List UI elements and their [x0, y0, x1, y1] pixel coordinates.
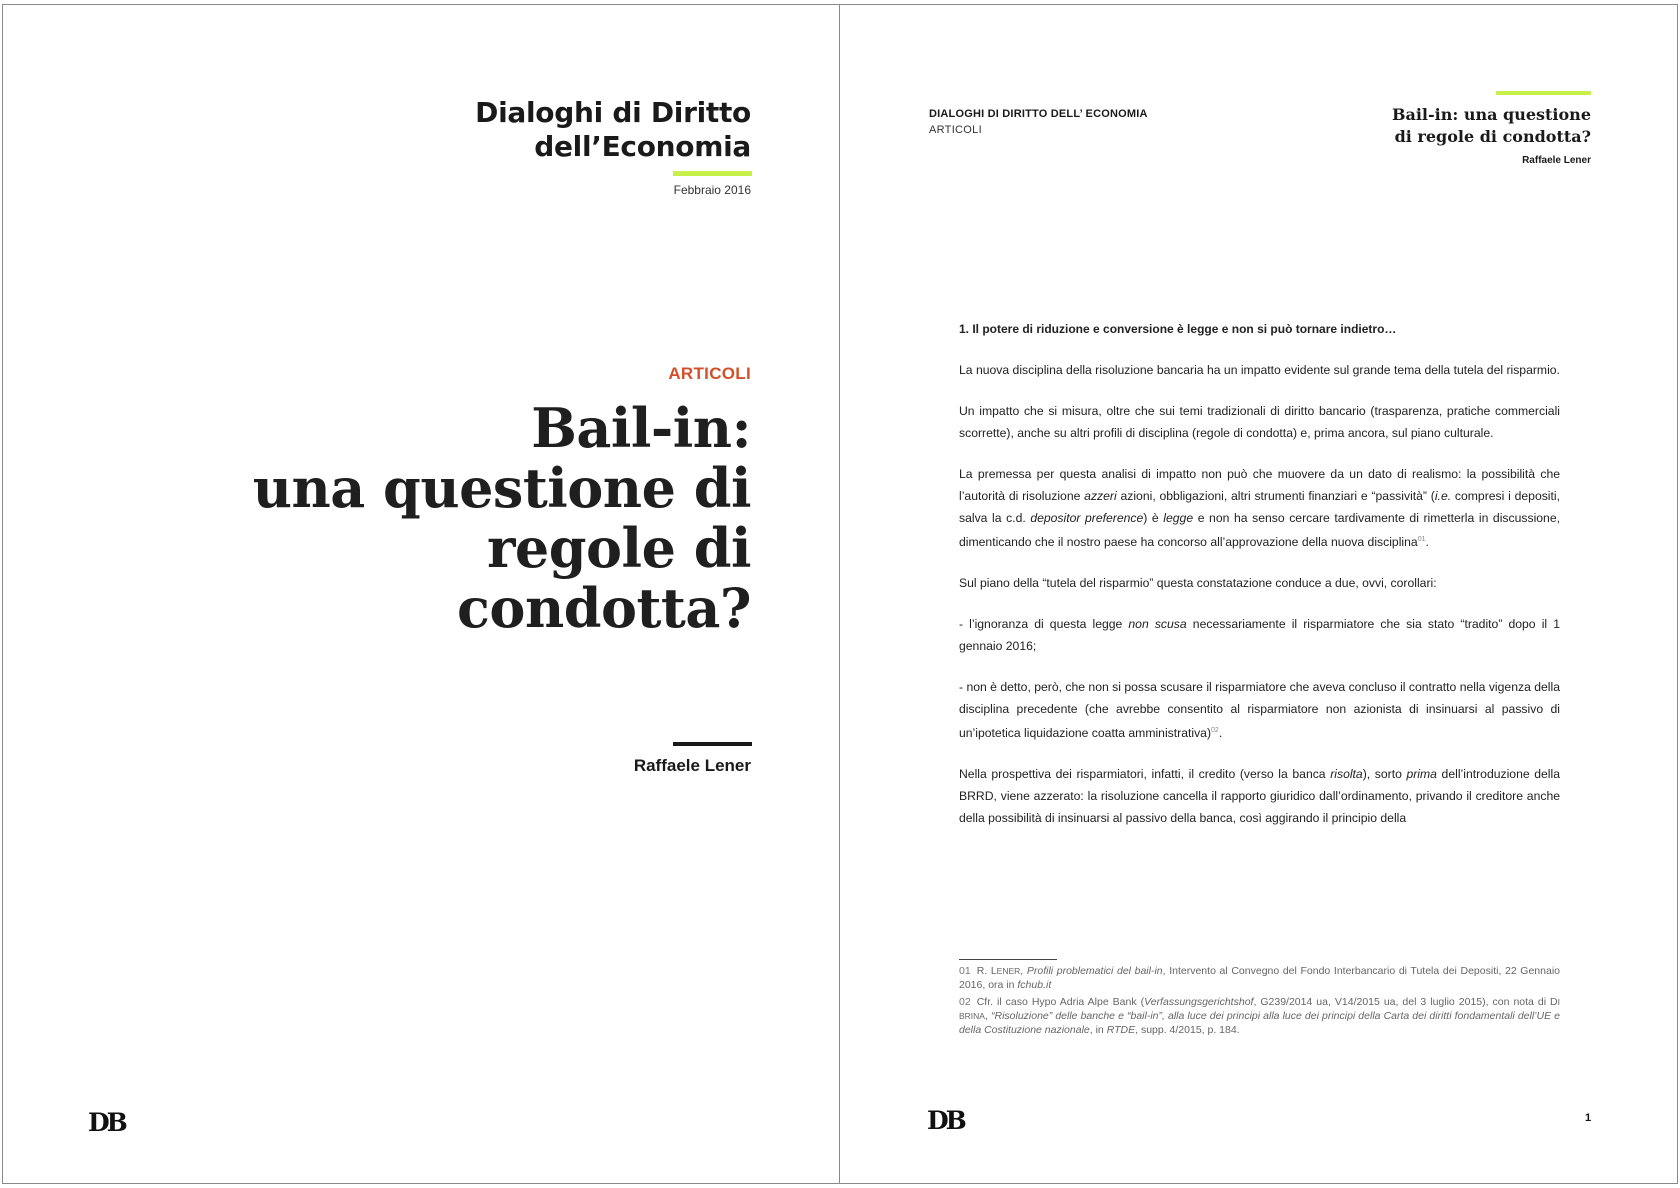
paragraph [959, 463, 1560, 553]
text-run: necessariamente il risparmiatore che sia stato “tradito” dopo il 1 gennaio 2016; [959, 617, 1560, 654]
journal-title-line2: dell’Economia [534, 130, 751, 163]
running-title-line1: Bail-in: una questione [1391, 105, 1591, 124]
text-run: compresi i depositi, salva la c.d. [959, 489, 1560, 525]
text-run: Cfr. il caso Hypo Adria Alpe Bank ( [976, 996, 1145, 1008]
running-header-title [1351, 104, 1591, 148]
text-run: Verfassungsgerichtshof [1144, 996, 1254, 1008]
text-run: , Intervento al Convegno del Fondo Interbancario di Tutela dei Depositi, 22 Gennaio 2016, ora in [959, 965, 1560, 991]
running-title-line2: di regole di condotta? [1394, 127, 1591, 146]
text-run: fchub.it [1017, 979, 1052, 991]
text-run: - l’ignoranza di questa legge [959, 617, 1129, 632]
text-run: , in [1089, 1024, 1107, 1036]
text-run: i.e. [1434, 489, 1452, 503]
section-label: ARTICOLI [668, 364, 751, 383]
article-title [191, 398, 751, 638]
text-run: Nella prospettiva dei risparmiatori, infatti, il credito (verso la banca [959, 767, 1331, 782]
footnote-1 [959, 964, 1560, 992]
text-run: e non ha senso cercare tardivamente di rimetterla in discussione, dimenticando che il nostro paese ha concorso all’approvazione della nuova disciplina [959, 511, 1560, 550]
text-run: azzeri [1084, 489, 1117, 503]
paragraph: La nuova disciplina della risoluzione bancaria ha un impatto evidente sul grande tema della tutela del risparmio. [959, 363, 1560, 377]
text-run: , supp. 4/2015, p. 184. [1135, 1024, 1240, 1036]
paragraph [959, 676, 1560, 744]
article-title-line1: Bail-in: [531, 396, 751, 460]
article-title-line3: regole di condotta? [457, 516, 751, 640]
text-run: RTDE [1106, 1024, 1136, 1036]
text-run: legge [1163, 511, 1194, 525]
text-run: depositor preference [1030, 511, 1144, 525]
footnote-ref[interactable]: 01 [1417, 536, 1426, 543]
footnotes [959, 964, 1560, 1040]
footnote-2 [959, 995, 1560, 1037]
section-heading: 1. Il potere di riduzione e conversione è legge e non si può tornare indietro… [959, 322, 1397, 336]
text-run: R. L [976, 965, 997, 977]
text-run: Profili problematici del bail-in [1026, 965, 1163, 977]
journal-title [331, 96, 751, 164]
text-run: dell’introduzione della BRRD, viene azzerato: la risoluzione cancella il rapporto giuridico dall’ordinamento, privando il creditore anche della possibilità di insinuarsi al passivo della banca, così aggirando il principio della [959, 767, 1560, 826]
text-run: , [984, 1010, 991, 1022]
text-run: . [1218, 726, 1223, 741]
text-run: . [1425, 535, 1429, 550]
text-run: , [1020, 965, 1027, 977]
text-run: - non è detto, però, che non si possa scusare il risparmiatore che aveva concluso il contratto nella vigenza della disciplina precedente (che avrebbe consentito al risparmiatore non azionista di insinuarsi al passivo di un’ipotetica liquidazione coatta amministrativa) [959, 680, 1560, 741]
text-run: risolta [1330, 767, 1363, 782]
paragraph: Sul piano della “tutela del risparmio” questa constatazione conduce a due, ovvi, corollari: [959, 576, 1437, 591]
article-body [959, 318, 1560, 848]
text-run: La premessa per questa analisi di impatto non può che muovere da un dato di realismo: la possibilità che l’autorità di risoluzione [959, 467, 1560, 503]
text-run: ENER [996, 966, 1021, 976]
text-run: , G239/2014 ua, V14/2015 ua, del 3 luglio 2015), con nota di D [1253, 996, 1558, 1008]
text-run: non scusa [1128, 617, 1187, 632]
text-run: ), sorto [1362, 767, 1407, 782]
accent-bar [673, 171, 752, 176]
footnote-rule [959, 959, 1057, 960]
accent-bar [1496, 91, 1591, 95]
article-title-line2: una questione di [252, 456, 751, 520]
footnote-number: 01 [959, 965, 971, 977]
text-run: ) è [1143, 511, 1164, 525]
author-rule [673, 742, 752, 746]
db-logo: DB [927, 1106, 964, 1135]
text-run: prima [1406, 767, 1437, 782]
author-name: Raffaele Lener [633, 756, 751, 775]
text-run: I BRINA [959, 997, 1560, 1021]
page-divider [839, 4, 840, 1184]
text-run: azioni, obbligazioni, altri strumenti finanziari e “passività” ( [1116, 489, 1435, 503]
paragraph [959, 613, 1560, 657]
paragraph [959, 763, 1560, 829]
db-logo: DB [88, 1108, 125, 1137]
running-header-section: ARTICOLI [929, 124, 982, 136]
journal-title-line1: Dialoghi di Diritto [475, 96, 751, 129]
footnote-number: 02 [959, 996, 971, 1008]
paragraph: Un impatto che si misura, oltre che sui temi tradizionali di diritto bancario (trasparenza, pratiche commerciali scorrette), anche su altri profili di disciplina (regole di condotta) e, prima ancora, sul piano culturale. [959, 404, 1560, 440]
page-number: 1 [1585, 1112, 1592, 1124]
running-header-journal: DIALOGHI DI DIRITTO DELL’ ECONOMIA [929, 108, 1148, 120]
footnote-ref[interactable]: 02 [1211, 727, 1219, 735]
running-header-author: Raffaele Lener [1522, 155, 1591, 166]
issue-date: Febbraio 2016 [673, 183, 751, 197]
text-run: “Risoluzione” delle banche e “bail-in”, alla luce dei principi alla luce dei principi della Carta dei diritti fondamentali dell’UE e della Costituzione nazionale [959, 1010, 1560, 1036]
